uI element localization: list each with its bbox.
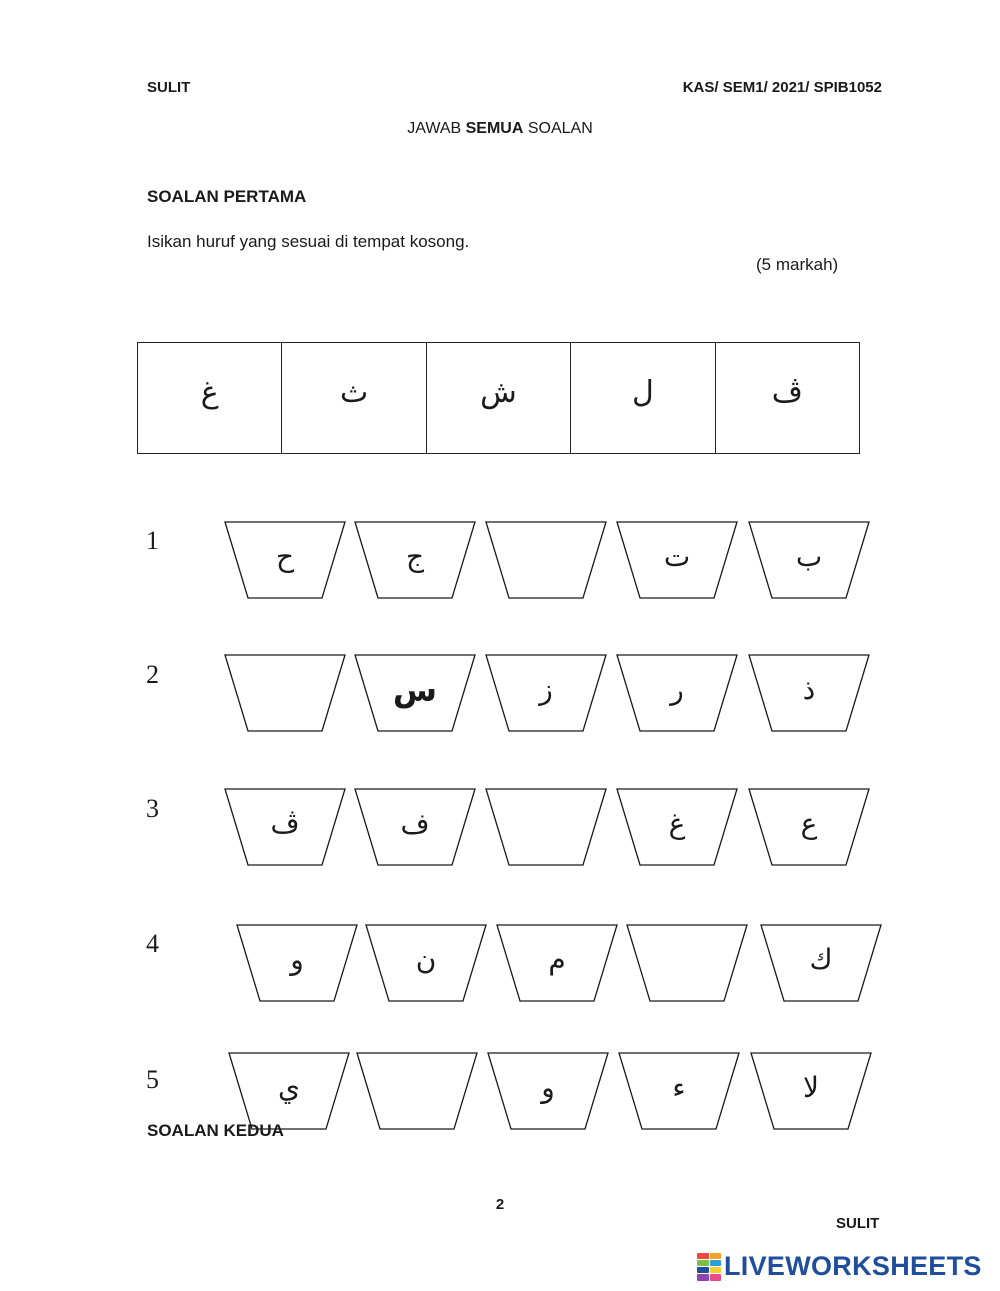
answer-option[interactable]: ش: [426, 343, 570, 454]
cup-letter: [496, 924, 618, 1002]
liveworksheets-logo[interactable]: [697, 1251, 982, 1282]
cup-letter-text: ذ: [802, 673, 816, 706]
row-number: 4: [146, 929, 159, 958]
answer-option[interactable]: غ: [138, 343, 282, 454]
cup-letter-text: س: [392, 671, 438, 709]
general-instruction: [0, 120, 1000, 138]
cup-letter-text: ز: [539, 673, 553, 706]
answer-option[interactable]: ل: [571, 343, 715, 454]
cup-letter-text: م: [548, 943, 566, 976]
footer-sulit: SULIT: [836, 1215, 880, 1232]
answer-options-table: [137, 342, 860, 454]
logo-square: [710, 1267, 722, 1273]
cup-blank-input[interactable]: [224, 654, 346, 732]
row-number: 2: [146, 660, 159, 689]
cup-letter-text: ي: [278, 1071, 300, 1104]
cup-letter: [354, 521, 476, 599]
logo-square: [710, 1274, 722, 1280]
row-number: 5: [146, 1065, 159, 1094]
cup-letter-text: ج: [405, 540, 425, 573]
row-number: 1: [146, 526, 159, 555]
cup-letter-text: ر: [670, 673, 684, 706]
cup-letter-text: ن: [415, 943, 437, 976]
page-number: 2: [495, 1196, 505, 1213]
cup-letter-text: و: [541, 1071, 555, 1104]
cup-letter-text: ڤ: [270, 807, 300, 840]
cup-blank-input[interactable]: [485, 521, 607, 599]
logo-square: [710, 1260, 722, 1266]
cup-letter: [616, 654, 738, 732]
cup-letter: [365, 924, 487, 1002]
logo-square: [697, 1253, 709, 1259]
cup-letter: [485, 654, 607, 732]
cup-blank-input[interactable]: [485, 788, 607, 866]
cup-letter-text: ف: [400, 807, 430, 840]
cup-letter-text: ب: [795, 540, 823, 573]
question-1-text: Isikan huruf yang sesuai di tempat kosong.: [147, 232, 470, 251]
cup-letter: [224, 521, 346, 599]
answer-option[interactable]: ث: [282, 343, 426, 454]
cup-letter: [224, 788, 346, 866]
header-code: KAS/ SEM1/ 2021/ SPIB1052: [682, 79, 882, 96]
cup-letter: [748, 521, 870, 599]
question-1-title: SOALAN PERTAMA: [147, 187, 307, 206]
header-sulit: SULIT: [147, 79, 191, 96]
cup-letter-text: ح: [275, 540, 295, 573]
cup-letter: [487, 1052, 609, 1130]
cup-letter: [354, 788, 476, 866]
instruction-post: SOALAN: [523, 120, 593, 137]
cup-letter-text: ء: [672, 1071, 686, 1104]
instruction-bold: SEMUA: [465, 120, 524, 137]
liveworksheets-logo-icon: [697, 1253, 721, 1281]
logo-square: [710, 1253, 722, 1259]
logo-square: [697, 1274, 709, 1280]
row-number: 3: [146, 794, 159, 823]
cup-letter-text: لا: [803, 1071, 819, 1104]
cup-letter-text: ك: [809, 943, 833, 976]
cup-letter: [748, 654, 870, 732]
logo-square: [697, 1260, 709, 1266]
cup-letter: [616, 788, 738, 866]
cup-blank-input[interactable]: [356, 1052, 478, 1130]
logo-square: [697, 1267, 709, 1273]
cup-letter: [760, 924, 882, 1002]
instruction-pre: JAWAB: [407, 120, 466, 137]
cup-letter: [616, 521, 738, 599]
question-1-marks: (5 markah): [756, 255, 839, 274]
cup-letter-text: و: [290, 943, 304, 976]
question-2-title: SOALAN KEDUA: [147, 1121, 284, 1140]
cup-letter: [236, 924, 358, 1002]
cup-letter: [748, 788, 870, 866]
cup-letter-text: غ: [668, 807, 686, 840]
cup-letter: [354, 654, 476, 732]
cup-letter: [618, 1052, 740, 1130]
cup-letter: [228, 1052, 350, 1130]
liveworksheets-logo-text: LIVEWORKSHEETS: [724, 1251, 982, 1281]
cup-letter-text: ع: [800, 807, 818, 840]
answer-option[interactable]: ڤ: [715, 343, 859, 454]
cup-blank-input[interactable]: [626, 924, 748, 1002]
cup-letter: [750, 1052, 872, 1130]
cup-letter-text: ت: [663, 540, 691, 573]
